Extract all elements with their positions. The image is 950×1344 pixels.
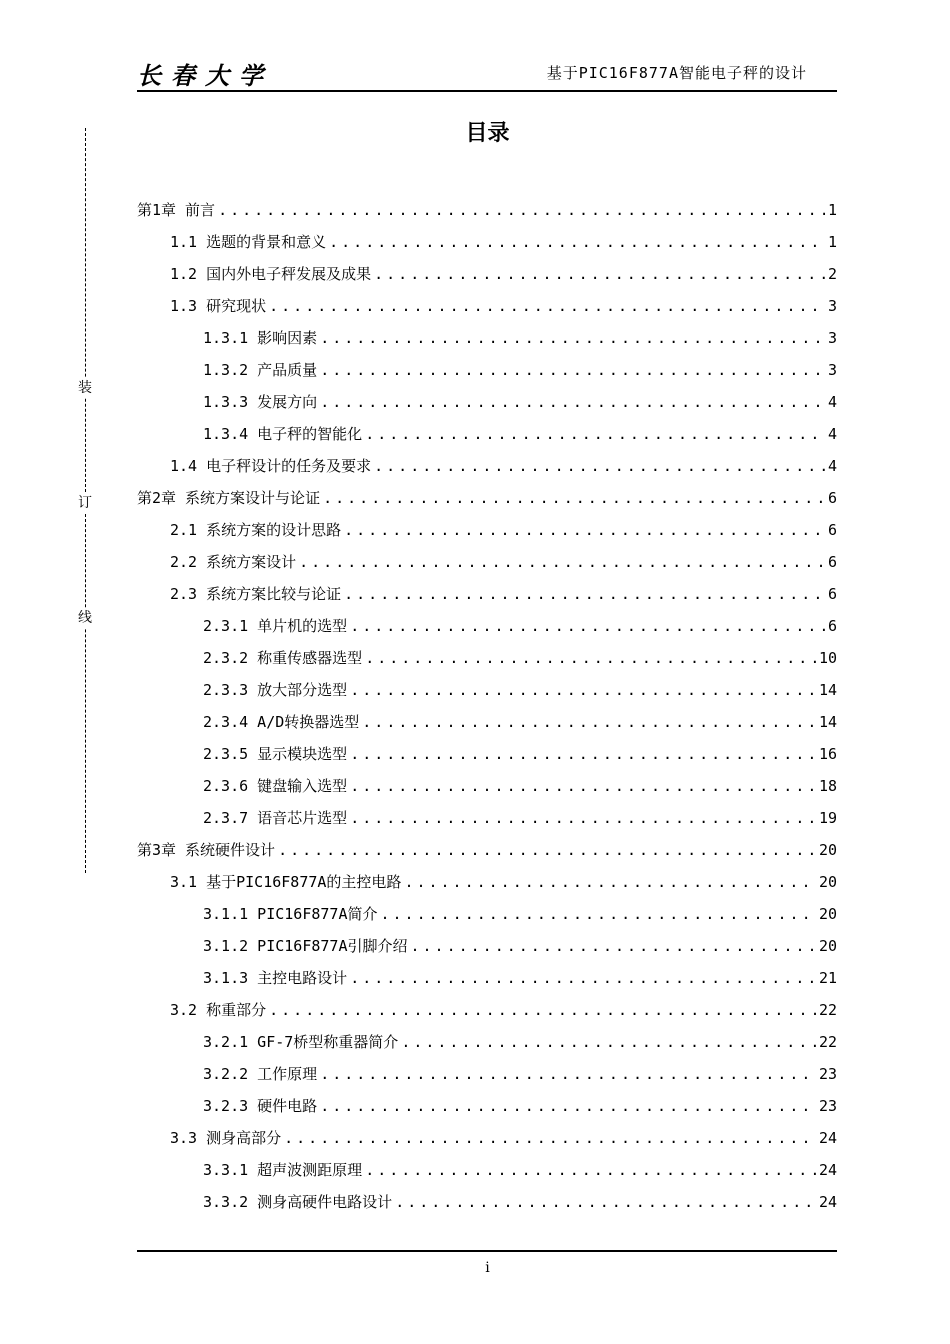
- toc-entry-page: 19: [818, 809, 837, 827]
- toc-entry-label: 3.1.1 PIC16F877A简介: [203, 905, 378, 923]
- toc-dot-leader: [374, 265, 825, 283]
- thesis-title: 基于PIC16F877A智能电子秤的设计: [546, 64, 807, 82]
- toc-entry-page: 14: [818, 681, 837, 699]
- toc-entry-label: 第1章 前言: [137, 201, 216, 219]
- toc-entry-label: 3.1.2 PIC16F877A引脚介绍: [203, 937, 408, 955]
- toc-entry[interactable]: [137, 1031, 837, 1063]
- toc-entry[interactable]: [137, 615, 837, 647]
- toc-dot-leader: [269, 297, 825, 315]
- toc-entry[interactable]: [137, 743, 837, 775]
- toc-entry-page: 6: [827, 489, 837, 507]
- toc-entry-label: 第3章 系统硬件设计: [137, 841, 276, 859]
- toc-entry-label: 2.1 系统方案的设计思路: [170, 521, 342, 539]
- toc-entry[interactable]: [137, 359, 837, 391]
- toc-entry-page: 2: [827, 265, 837, 283]
- toc-entry-page: 22: [818, 1001, 837, 1019]
- toc-entry-page: 24: [818, 1193, 837, 1211]
- toc-entry[interactable]: [137, 199, 837, 231]
- toc-entry-page: 3: [827, 297, 837, 315]
- toc-dot-leader: [320, 1097, 816, 1115]
- toc-entry-label: 3.1.3 主控电路设计: [203, 969, 348, 987]
- toc-entry-label: 第2章 系统方案设计与论证: [137, 489, 321, 507]
- toc-entry[interactable]: [137, 295, 837, 327]
- toc-entry-label: 1.2 国内外电子秤发展及成果: [170, 265, 372, 283]
- toc-entry[interactable]: [137, 327, 837, 359]
- toc-entry[interactable]: [137, 999, 837, 1031]
- toc-dot-leader: [401, 1033, 816, 1051]
- toc-entry[interactable]: [137, 647, 837, 679]
- toc-entry[interactable]: [137, 967, 837, 999]
- toc-entry-label: 2.3.2 称重传感器选型: [203, 649, 363, 667]
- toc-entry[interactable]: [137, 1063, 837, 1095]
- page-header: [137, 56, 837, 92]
- toc-entry-label: 3.3.2 测身高硬件电路设计: [203, 1193, 393, 1211]
- toc-dot-leader: [350, 745, 816, 763]
- toc-entry-label: 2.3.6 键盘输入选型: [203, 777, 348, 795]
- toc-dot-leader: [350, 777, 816, 795]
- toc-entry[interactable]: [137, 935, 837, 967]
- toc-entry[interactable]: [137, 775, 837, 807]
- binding-char-xian: 线: [78, 610, 92, 626]
- toc-entry-page: 4: [827, 393, 837, 411]
- toc-dot-leader: [395, 1193, 816, 1211]
- toc-entry-page: 6: [827, 553, 837, 571]
- table-of-contents: [137, 199, 837, 1223]
- toc-entry-label: 1.4 电子秤设计的任务及要求: [170, 457, 372, 475]
- toc-dot-leader: [350, 809, 816, 827]
- toc-dot-leader: [365, 649, 816, 667]
- toc-entry-page: 20: [818, 841, 837, 859]
- toc-dot-leader: [365, 1161, 816, 1179]
- toc-entry-label: 3.2.1 GF-7桥型称重器简介: [203, 1033, 399, 1051]
- university-name: 长春大学: [137, 61, 273, 90]
- toc-entry-page: 21: [818, 969, 837, 987]
- toc-entry-label: 3.2.2 工作原理: [203, 1065, 318, 1083]
- toc-dot-leader: [329, 233, 825, 251]
- toc-entry-page: 22: [818, 1033, 837, 1051]
- toc-entry[interactable]: [137, 871, 837, 903]
- toc-entry[interactable]: [137, 1159, 837, 1191]
- toc-entry-page: 20: [818, 905, 837, 923]
- toc-dot-leader: [411, 937, 816, 955]
- toc-dot-leader: [344, 521, 825, 539]
- toc-entry[interactable]: [137, 487, 837, 519]
- footer-line: [137, 1250, 837, 1252]
- toc-entry[interactable]: [137, 263, 837, 295]
- toc-entry[interactable]: [137, 423, 837, 455]
- toc-entry-label: 1.3.1 影响因素: [203, 329, 318, 347]
- toc-dot-leader: [320, 361, 825, 379]
- toc-entry-page: 1: [827, 201, 837, 219]
- toc-entry-page: 6: [827, 585, 837, 603]
- toc-entry[interactable]: [137, 1127, 837, 1159]
- toc-entry[interactable]: [137, 551, 837, 583]
- toc-dot-leader: [344, 585, 825, 603]
- toc-dot-leader: [269, 1001, 816, 1019]
- toc-entry-label: 1.1 选题的背景和意义: [170, 233, 327, 251]
- toc-entry-label: 3.2 称重部分: [170, 1001, 267, 1019]
- toc-dot-leader: [362, 713, 816, 731]
- toc-entry[interactable]: [137, 583, 837, 615]
- toc-entry-page: 23: [818, 1065, 837, 1083]
- toc-entry[interactable]: [137, 455, 837, 487]
- toc-dot-leader: [218, 201, 825, 219]
- toc-dot-leader: [320, 1065, 816, 1083]
- toc-entry[interactable]: [137, 807, 837, 839]
- toc-dot-leader: [323, 489, 825, 507]
- toc-entry-page: 24: [818, 1129, 837, 1147]
- toc-entry[interactable]: [137, 903, 837, 935]
- toc-entry[interactable]: [137, 1095, 837, 1127]
- toc-dot-leader: [374, 457, 825, 475]
- toc-dot-leader: [320, 329, 825, 347]
- toc-entry[interactable]: [137, 391, 837, 423]
- toc-entry-label: 1.3.2 产品质量: [203, 361, 318, 379]
- toc-entry-label: 1.3 研究现状: [170, 297, 267, 315]
- toc-entry-label: 3.3.1 超声波测距原理: [203, 1161, 363, 1179]
- toc-dot-leader: [284, 1129, 816, 1147]
- toc-entry-label: 3.3 测身高部分: [170, 1129, 282, 1147]
- toc-entry[interactable]: [137, 711, 837, 743]
- toc-entry-page: 20: [818, 937, 837, 955]
- toc-entry-label: 3.2.3 硬件电路: [203, 1097, 318, 1115]
- toc-entry-label: 2.3.4 A/D转换器选型: [203, 713, 360, 731]
- toc-entry-label: 2.3 系统方案比较与论证: [170, 585, 342, 603]
- toc-entry[interactable]: [137, 839, 837, 871]
- toc-dot-leader: [381, 905, 816, 923]
- toc-entry-label: 2.3.1 单片机的选型: [203, 617, 348, 635]
- toc-entry[interactable]: [137, 1191, 837, 1223]
- page-number: i: [485, 1260, 490, 1276]
- binding-char-ding: 订: [78, 495, 92, 511]
- toc-entry-page: 3: [827, 329, 837, 347]
- toc-dot-leader: [299, 553, 825, 571]
- toc-dot-leader: [350, 681, 816, 699]
- toc-entry-page: 10: [818, 649, 837, 667]
- toc-entry-page: 3: [827, 361, 837, 379]
- binding-char-zhuang: 装: [78, 380, 92, 396]
- toc-entry-page: 16: [818, 745, 837, 763]
- toc-entry[interactable]: [137, 519, 837, 551]
- toc-dot-leader: [350, 969, 816, 987]
- toc-entry-page: 20: [818, 873, 837, 891]
- toc-entry-label: 1.3.4 电子秤的智能化: [203, 425, 363, 443]
- toc-entry[interactable]: [137, 231, 837, 263]
- toc-entry-label: 3.1 基于PIC16F877A的主控电路: [170, 873, 402, 891]
- toc-entry-label: 2.3.5 显示模块选型: [203, 745, 348, 763]
- toc-entry-page: 4: [827, 457, 837, 475]
- toc-dot-leader: [278, 841, 816, 859]
- toc-entry-page: 23: [818, 1097, 837, 1115]
- toc-title: 目录: [465, 121, 510, 146]
- toc-dot-leader: [350, 617, 825, 635]
- toc-dot-leader: [365, 425, 825, 443]
- toc-entry-label: 2.2 系统方案设计: [170, 553, 297, 571]
- toc-entry-label: 1.3.3 发展方向: [203, 393, 318, 411]
- toc-entry-label: 2.3.3 放大部分选型: [203, 681, 348, 699]
- toc-entry-page: 24: [818, 1161, 837, 1179]
- toc-entry[interactable]: [137, 679, 837, 711]
- toc-dot-leader: [404, 873, 816, 891]
- toc-dot-leader: [320, 393, 825, 411]
- toc-entry-page: 6: [827, 617, 837, 635]
- toc-entry-label: 2.3.7 语音芯片选型: [203, 809, 348, 827]
- toc-entry-page: 18: [818, 777, 837, 795]
- toc-entry-page: 4: [827, 425, 837, 443]
- toc-entry-page: 1: [827, 233, 837, 251]
- toc-entry-page: 14: [818, 713, 837, 731]
- toc-entry-page: 6: [827, 521, 837, 539]
